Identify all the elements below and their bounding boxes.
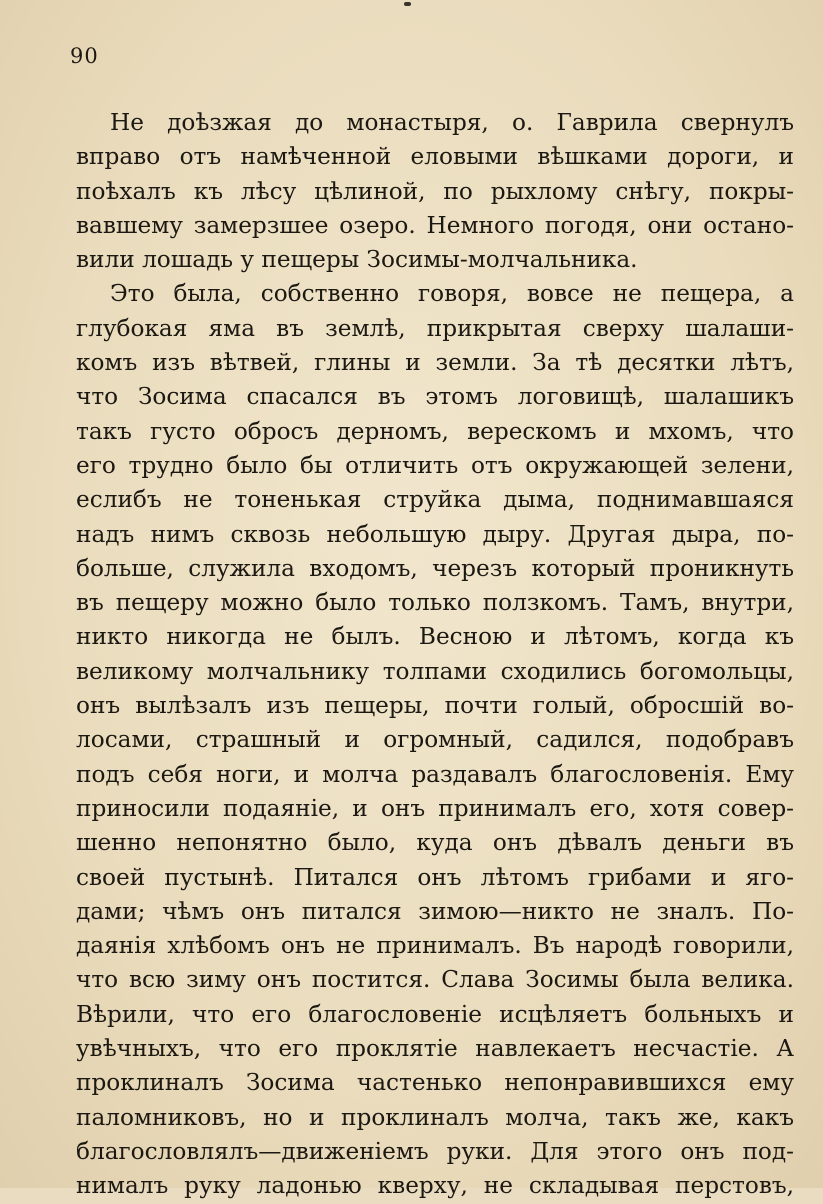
text-line: лосами, страшный и огромный, садился, подобравъ [76,726,794,754]
print-mark [404,2,411,6]
text-line: паломниковъ, но и проклиналъ молча, такъ же, какъ [76,1103,794,1131]
text-line: такъ густо обросъ дерномъ, верескомъ и мхомъ, что [76,417,794,445]
text-line: комъ изъ вѣтвей, глины и земли. За тѣ десятки лѣтъ, [76,349,794,377]
text-line: великому молчальнику толпами сходились богомольцы, [76,657,794,685]
page-number: 90 [70,44,99,68]
text-line: онъ вылѣзалъ изъ пещеры, почти голый, обросшій во- [76,692,794,720]
text-line: глубокая яма въ землѣ, прикрытая сверху шалаши- [76,314,794,342]
text-line: поѣхалъ къ лѣсу цѣлиной, по рыхлому снѣгу, покры- [76,177,794,205]
text-line: надъ нимъ сквозь небольшую дыру. Другая дыра, по- [76,520,794,548]
text-line: вили лошадь у пещеры Зосимы-молчальника. [76,246,638,274]
text-line: Не доѣзжая до монастыря, о. Гаврила свернулъ [110,109,794,136]
text-line: шенно непонятно было, куда онъ дѣвалъ деньги въ [76,829,794,857]
text-line: больше, служила входомъ, черезъ который проникнуть [76,554,794,582]
text-line: даянія хлѣбомъ онъ не принималъ. Въ народѣ говорили, [76,932,794,960]
text-line: Вѣрили, что его благословеніе исцѣляетъ больныхъ и [76,1000,794,1028]
text-line: увѣчныхъ, что его проклятіе навлекаетъ несчастіе. А [76,1035,794,1063]
text-line: еслибъ не тоненькая струйка дыма, поднимавшаяся [76,486,794,514]
text-line: проклиналъ Зосима частенько непонравившихся ему [76,1069,794,1097]
text-line: дами; чѣмъ онъ питался зимою—никто не зналъ. По- [76,897,794,925]
text-line: его трудно было бы отличить отъ окружающей зелени, [76,451,794,479]
text-line: вавшему замерзшее озеро. Немного погодя, они остано- [76,211,794,239]
text-line: нималъ руку ладонью кверху, не складывая перстовъ, [76,1172,794,1200]
text-line: что всю зиму онъ постится. Слава Зосимы была велика. [76,966,794,994]
text-line: никто никогда не былъ. Весною и лѣтомъ, когда къ [76,623,794,651]
text-line: своей пустынѣ. Питался онъ лѣтомъ грибами и яго- [76,863,794,891]
text-line: Это была, собственно говоря, вовсе не пещера, а [110,280,794,308]
text-line: подъ себя ноги, и молча раздавалъ благословенія. Ему [76,760,794,788]
text-line: приносили подаяніе, и онъ принималъ его, хотя совер- [76,794,794,822]
text-line: въ пещеру можно было только ползкомъ. Тамъ, внутри, [76,589,794,617]
text-line: благословлялъ—движеніемъ руки. Для этого онъ под- [76,1137,794,1165]
body-text [76,106,794,1204]
text-line: что Зосима спасался въ этомъ логовищѣ, шалашикъ [76,383,794,411]
text-line: вправо отъ намѣченной еловыми вѣшками дороги, и [76,143,794,171]
